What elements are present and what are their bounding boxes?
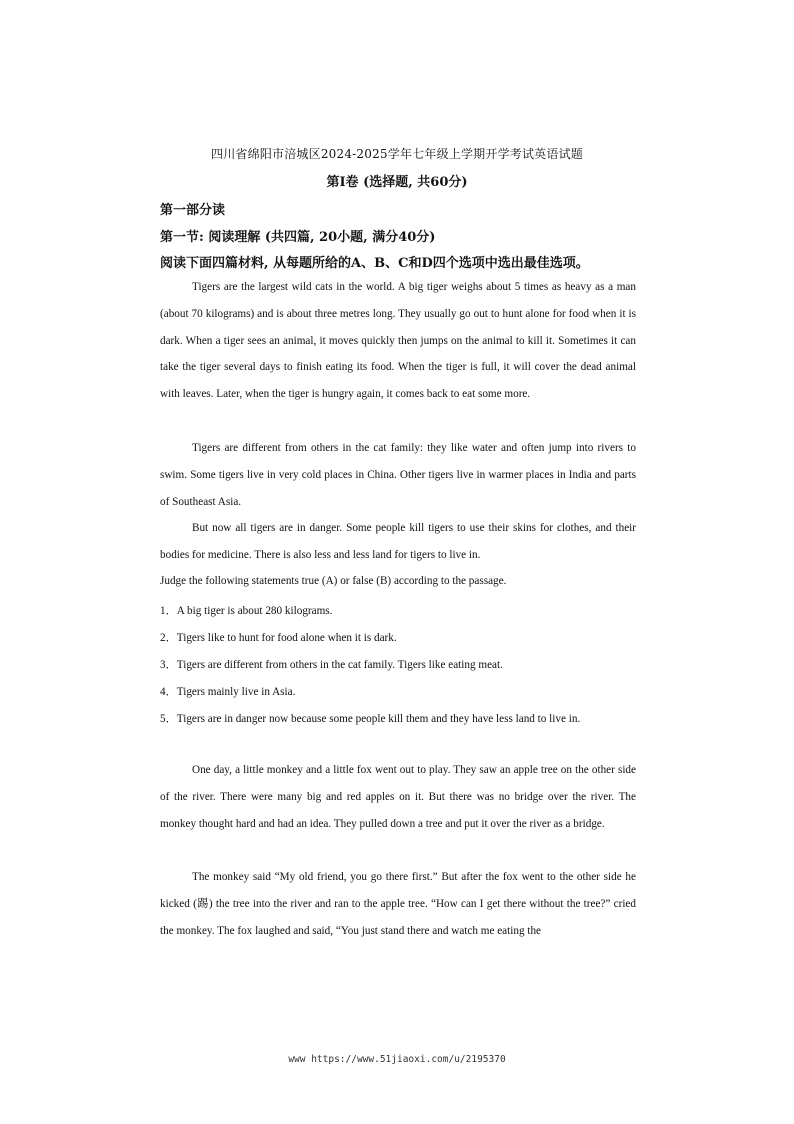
question-item: 4．Tigers mainly live in Asia. <box>160 686 296 698</box>
exam-title: 四川省绵阳市涪城区2024-2025学年七年级上学期开学考试英语试题 <box>211 147 583 161</box>
question-item: 2．Tigers like to hunt for food alone when it is dark. <box>160 632 397 644</box>
instruction-text: 阅读下面四篇材料, 从每题所给的A、B、C和D四个选项中选出最佳选项。 <box>160 256 589 271</box>
question-item: 1．A big tiger is about 280 kilograms. <box>160 605 333 617</box>
passage-a-paragraph-1: Tigers are the largest wild cats in the world. A big tiger weighs about 5 times as heavy as a man (about 70 kilograms) and is about three metres long. They usually go out to hunt alone for food when it is dark. When a tiger sees an animal, it moves quickly then jumps on the animal to kill it. Sometimes it can take the tiger several days to finish eating its food. When the tiger is full, it will cover the dead animal with leaves. Later, when the tiger is hungry again, it comes back to eat some more. <box>160 281 636 401</box>
watermark-url: www https://www.51jiaoxi.com/u/2195370 <box>288 1054 506 1065</box>
question-item: 5．Tigers are in danger now because some people kill them and they have less land to live in. <box>160 713 581 725</box>
passage-a-paragraph-3: But now all tigers are in danger. Some people kill tigers to use their skins for clothes, and their bodies for medicine. There is also less and less land for tigers to live in. <box>160 522 636 561</box>
passage-b-paragraph-2: The monkey said “My old friend, you go there first.” But after the fox went to the other side he kicked (踢) the tree into the river and ran to the apple tree. “How can I get there without the tree?” cried the monkey. The fox laughed and said, “You just stand there and watch me eating the <box>160 871 636 937</box>
part-heading: 第一部分读 <box>160 203 226 218</box>
exam-subtitle: 第Ⅰ卷 (选择题, 共60分) <box>326 175 468 190</box>
judge-instruction: Judge the following statements true (A) or false (B) according to the passage. <box>160 575 507 587</box>
passage-b-paragraph-1: One day, a little monkey and a little fox went out to play. They saw an apple tree on the other side of the river. There were many big and red apples on it. But there was no bridge over the river. The monkey thought hard and had an idea. They pulled down a tree and put it over the river as a bridge. <box>160 764 636 830</box>
question-item: 3．Tigers are different from others in the cat family. Tigers like eating meat. <box>160 659 503 671</box>
section-heading: 第一节: 阅读理解 (共四篇, 20小题, 满分40分) <box>160 230 436 245</box>
passage-a-paragraph-2: Tigers are different from others in the cat family: they like water and often jump into rivers to swim. Some tigers live in very cold places in China. Other tigers live in warmer places in India and parts of Southeast Asia. <box>160 442 636 508</box>
